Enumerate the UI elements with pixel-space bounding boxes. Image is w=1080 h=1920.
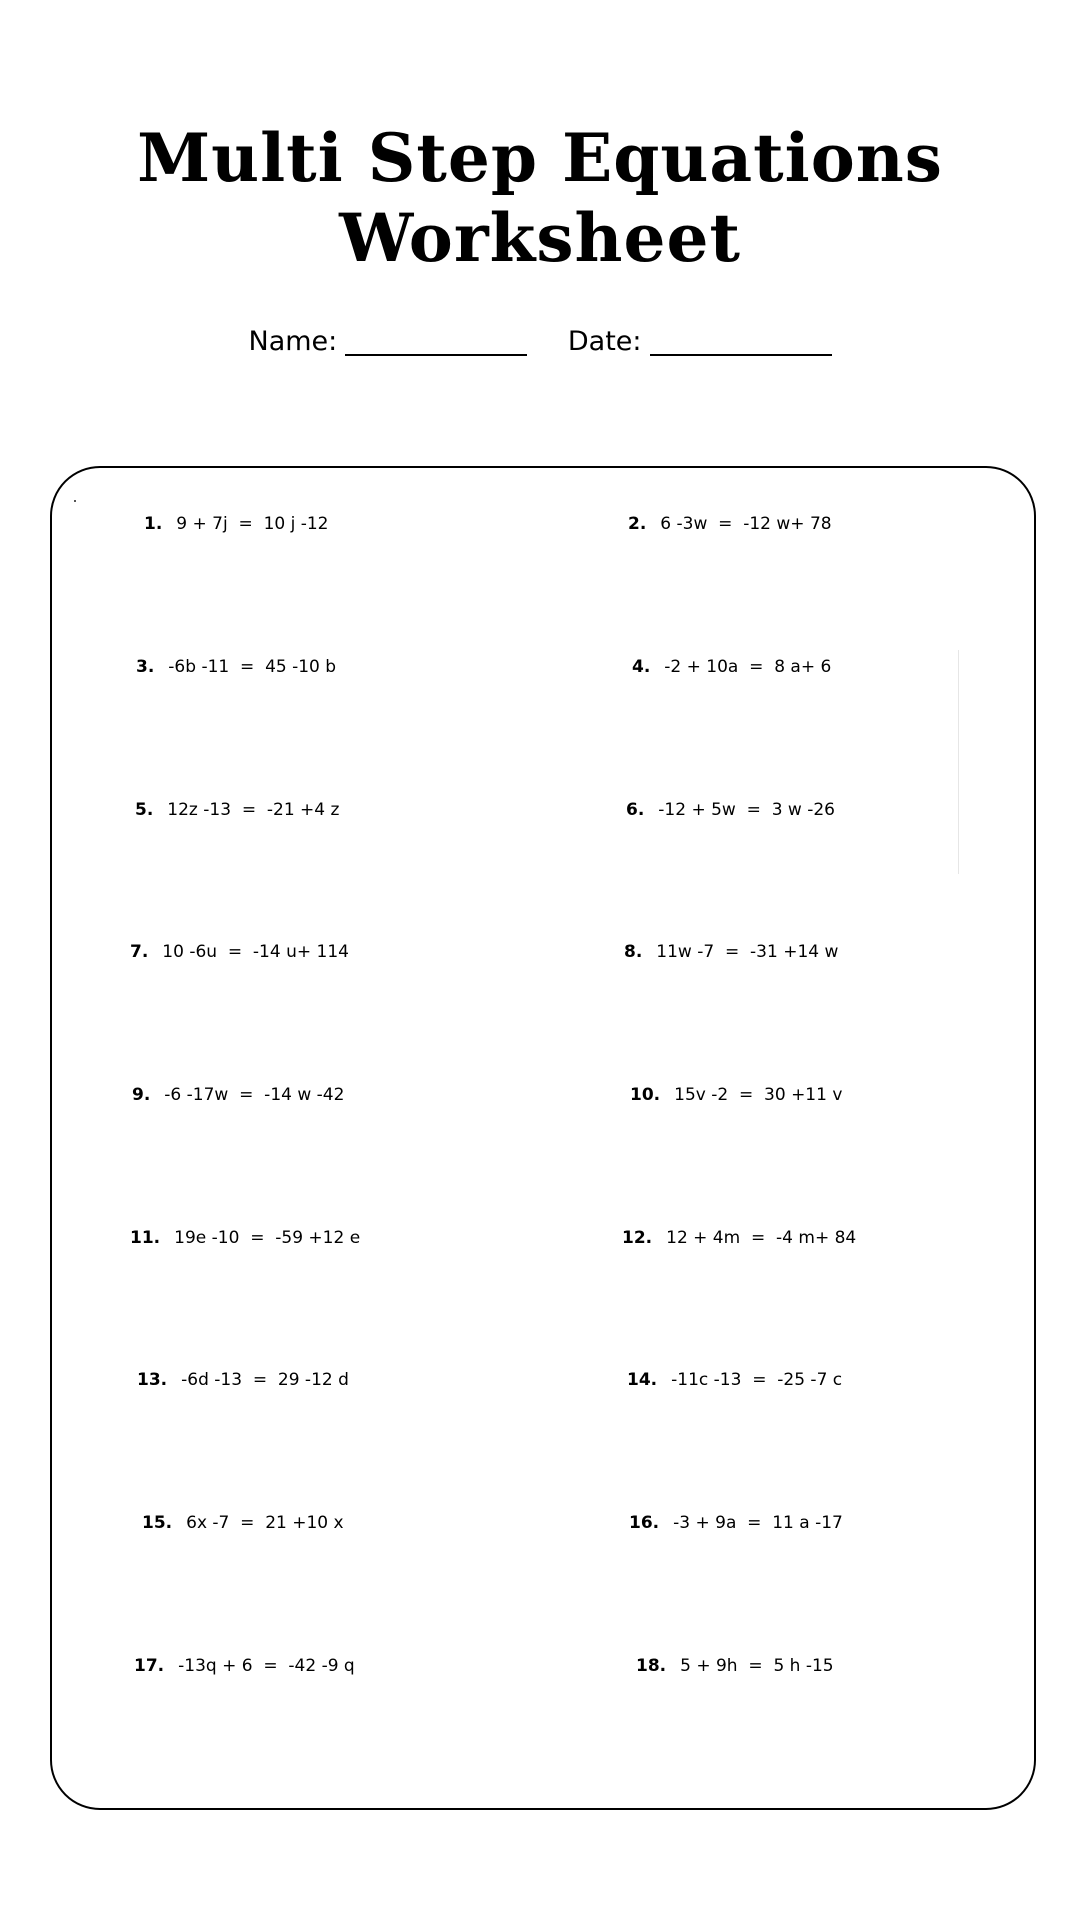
title-line-2: Worksheet: [339, 199, 741, 277]
name-label: Name:: [248, 326, 338, 357]
problem-16: 16. -3 + 9a = 11 a -17: [629, 1513, 843, 1533]
stray-dot: [74, 500, 76, 502]
problem-5: 5. 12z -13 = -21 +4 z: [135, 800, 340, 820]
title-line-1: Multi Step Equations: [137, 119, 943, 197]
problem-18: 18. 5 + 9h = 5 h -15: [636, 1656, 834, 1676]
problem-17: 17. -13q + 6 = -42 -9 q: [134, 1656, 355, 1676]
problem-15: 15. 6x -7 = 21 +10 x: [142, 1513, 344, 1533]
date-field: [568, 322, 832, 362]
date-label: Date:: [567, 326, 642, 357]
worksheet-title: [0, 118, 1080, 278]
problem-1: 1. 9 + 7j = 10 j -12: [144, 514, 329, 534]
problem-9: 9. -6 -17w = -14 w -42: [132, 1085, 345, 1105]
problem-2: 2. 6 -3w = -12 w+ 78: [628, 514, 832, 534]
date-blank-line[interactable]: [650, 324, 832, 356]
problem-14: 14. -11c -13 = -25 -7 c: [627, 1370, 843, 1390]
faint-vertical-line: [958, 650, 959, 874]
problem-13: 13. -6d -13 = 29 -12 d: [137, 1370, 349, 1390]
name-field: [249, 322, 528, 362]
name-date-row: [0, 322, 1080, 362]
problem-8: 8. 11w -7 = -31 +14 w: [624, 942, 839, 962]
name-blank-line[interactable]: [345, 324, 527, 356]
problem-12: 12. 12 + 4m = -4 m+ 84: [622, 1228, 857, 1248]
problem-11: 11. 19e -10 = -59 +12 e: [130, 1228, 361, 1248]
problem-3: 3. -6b -11 = 45 -10 b: [136, 657, 337, 677]
problem-6: 6. -12 + 5w = 3 w -26: [626, 800, 835, 820]
problem-10: 10. 15v -2 = 30 +11 v: [630, 1085, 843, 1105]
problem-7: 7. 10 -6u = -14 u+ 114: [130, 942, 349, 962]
problem-4: 4. -2 + 10a = 8 a+ 6: [632, 657, 832, 677]
